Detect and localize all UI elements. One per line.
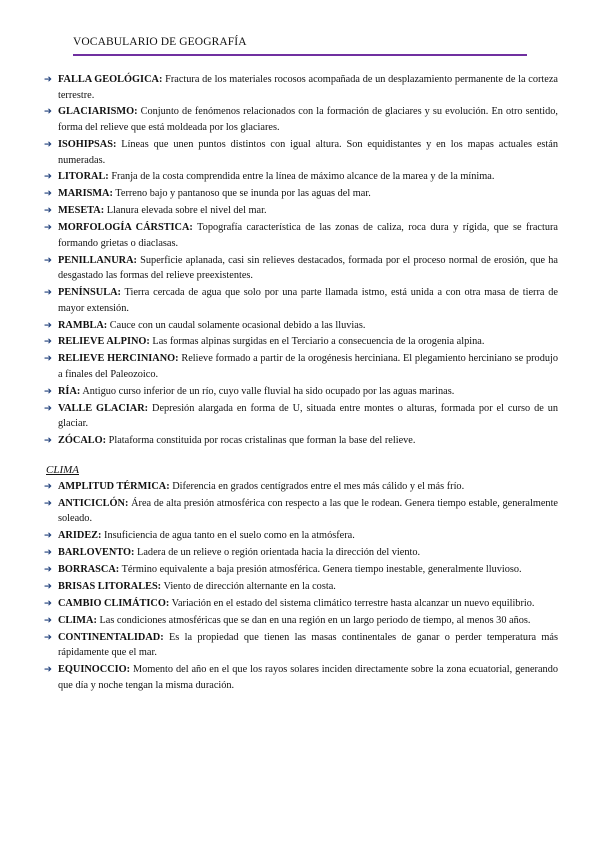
glossary-definition: Terreno bajo y pantanoso que se inunda por las aguas del mar. — [112, 188, 371, 200]
glossary-term: ANTICICLÓN: — [58, 497, 129, 509]
glossary-definition: Viento de dirección alternante en la costa. — [161, 580, 336, 592]
glossary-entry — [44, 630, 558, 661]
glossary-term: BRISAS LITORALES: — [58, 580, 162, 592]
glossary-term: ZÓCALO: — [58, 435, 107, 447]
glossary-term: LITORAL: — [58, 171, 109, 183]
glossary-term: ARIDEZ: — [58, 530, 102, 542]
arrow-right-icon: ➔ — [44, 631, 52, 643]
glossary-entry — [44, 186, 558, 202]
arrow-right-icon: ➔ — [44, 353, 52, 365]
glossary-entry — [44, 496, 558, 527]
glossary-entry — [44, 528, 558, 544]
arrow-right-icon: ➔ — [44, 563, 52, 575]
glossary-definition: Relieve formado a partir de la orogénesis herciniana. El plegamiento herciniano se produjo a finales del Paleozoico. — [58, 353, 558, 380]
glossary-definition: Topografía característica de las zonas de caliza, roca dura y rígida, que se fractura formando grietas o diaclasas. — [58, 222, 558, 249]
arrow-right-icon: ➔ — [44, 480, 52, 492]
glossary-definition: Conjunto de fenómenos relacionados con la formación de glaciares y su evolución. En otro sentido, forma del relieve que está moldeada por los glaciares. — [58, 106, 558, 134]
glossary-entry — [44, 613, 558, 629]
glossary-term: RELIEVE ALPINO: — [58, 336, 150, 348]
glossary-definition: Superficie aplanada, casi sin relieves destacados, formada por el proceso normal de erosión, que ha desgastado las formas del relieve preexistentes. — [58, 254, 558, 282]
glossary-definition: Término equivalente a baja presión atmosférica. Genera tiempo inestable, generalmente lluvioso. — [119, 563, 522, 575]
glossary-definition: Líneas que unen puntos distintos con igual altura. Son equidistantes y en los mapas actuales están numeradas. — [58, 138, 558, 166]
glossary-definition: Las formas alpinas surgidas en el Terciario a consecuencia de la orogenia alpina. — [149, 336, 485, 348]
glossary-definition: Área de alta presión atmosférica con respecto a las que le rodean. Genera tiempo estable, generalmente soleado. — [58, 497, 558, 525]
arrow-right-icon: ➔ — [44, 547, 52, 559]
glossary-term: CAMBIO CLIMÁTICO: — [58, 597, 170, 609]
glossary-definition: Las condiciones atmosféricas que se dan en una región en un largo periodo de tiempo, al menos 30 años. — [96, 614, 531, 626]
arrow-right-icon: ➔ — [44, 402, 52, 414]
page-header — [73, 36, 527, 56]
glossary-definition: Plataforma constituida por rocas cristalinas que forman la base del relieve. — [106, 435, 416, 447]
arrow-right-icon: ➔ — [44, 435, 52, 447]
glossary-term: RAMBLA: — [58, 319, 108, 331]
glossary-definition: Momento del año en el que los rayos solares inciden directamente sobre la zona ecuatorial, generando que día y noche tengan la misma duración. — [58, 664, 558, 691]
glossary-term: VALLE GLACIAR: — [58, 402, 149, 414]
glossary-entry — [44, 545, 558, 561]
glossary-definition: Es la propiedad que tienen las masas continentales de ganar o perder temperatura más rápidamente que el mar. — [58, 631, 558, 659]
arrow-right-icon: ➔ — [44, 106, 52, 118]
glossary-entry — [44, 662, 558, 693]
glossary-entry — [44, 562, 558, 578]
glossary-definition: Llanura elevada sobre el nivel del mar. — [104, 205, 267, 217]
glossary-term: RELIEVE HERCINIANO: — [58, 353, 179, 365]
glossary-entry — [44, 169, 558, 185]
glossary-definition: Variación en el estado del sistema climático terrestre hasta alcanzar un nuevo equilibrio. — [169, 597, 535, 609]
arrow-right-icon: ➔ — [44, 287, 52, 299]
glossary-definition: Antiguo curso inferior de un río, cuyo valle fluvial ha sido ocupado por las aguas marinas. — [80, 385, 455, 397]
arrow-right-icon: ➔ — [44, 664, 52, 676]
arrow-right-icon: ➔ — [44, 497, 52, 509]
glossary-term: MORFOLOGÍA CÁRSTICA: — [58, 222, 193, 234]
glossary-term: MARISMA: — [58, 188, 113, 200]
glossary-term: GLACIARISMO: — [58, 106, 138, 118]
glossary-definition: Depresión alargada en forma de U, situada entre montes o alturas, formada por el curso de un glaciar. — [58, 402, 559, 430]
glossary-entry — [44, 401, 558, 432]
arrow-right-icon: ➔ — [44, 254, 52, 266]
arrow-right-icon: ➔ — [44, 597, 52, 609]
glossary-definition: Tierra cercada de agua que solo por una parte llamada istmo, está unida a con otra masa de tierra de mayor extensión. — [58, 287, 558, 314]
glossary-term: CLIMA: — [58, 614, 97, 626]
header-rule — [73, 54, 527, 56]
arrow-right-icon: ➔ — [44, 222, 52, 234]
glossary-entry — [44, 104, 558, 135]
arrow-right-icon: ➔ — [44, 614, 52, 626]
arrow-right-icon: ➔ — [44, 385, 52, 397]
glossary-entry — [44, 384, 558, 400]
glossary-definition: Ladera de un relieve o región orientada hacia la dirección del viento. — [134, 547, 421, 559]
section-heading: CLIMA — [46, 463, 79, 476]
glossary-definition: Franja de la costa comprendida entre la línea de máximo alcance de la marea y de la mínima. — [108, 171, 495, 183]
glossary-entry — [44, 72, 558, 103]
glossary-entry — [44, 596, 558, 612]
glossary-term: RÍA: — [58, 385, 81, 397]
glossary-entry — [44, 203, 558, 219]
glossary-term: AMPLITUD TÉRMICA: — [58, 480, 170, 492]
glossary-entry — [44, 334, 558, 350]
arrow-right-icon: ➔ — [44, 530, 52, 542]
glossary-entry — [44, 479, 558, 495]
glossary-entry — [44, 220, 558, 251]
arrow-right-icon: ➔ — [44, 171, 52, 183]
arrow-right-icon: ➔ — [44, 74, 52, 85]
glossary-term: BARLOVENTO: — [58, 547, 135, 559]
glossary-term: BORRASCA: — [58, 563, 120, 575]
glossary-entry — [44, 579, 558, 595]
glossary — [44, 72, 558, 695]
glossary-term: FALLA GEOLÓGICA: — [58, 74, 163, 85]
glossary-entry — [44, 433, 558, 449]
glossary-definition: Diferencia en grados centígrados entre el mes más cálido y el más frío. — [169, 480, 465, 492]
glossary-entry — [44, 137, 558, 168]
glossary-term: MESETA: — [58, 205, 105, 217]
glossary-entry — [44, 285, 558, 316]
arrow-right-icon: ➔ — [44, 188, 52, 200]
arrow-right-icon: ➔ — [44, 205, 52, 217]
page-title: VOCABULARIO DE GEOGRAFÍA — [73, 36, 247, 48]
glossary-definition: Insuficiencia de agua tanto en el suelo como en la atmósfera. — [101, 530, 355, 542]
arrow-right-icon: ➔ — [44, 319, 52, 331]
glossary-entry — [44, 351, 558, 382]
glossary-term: EQUINOCCIO: — [58, 664, 131, 676]
arrow-right-icon: ➔ — [44, 336, 52, 348]
glossary-definition: Fractura de los materiales rocosos acompañada de un desplazamiento permanente de la corteza terrestre. — [58, 74, 558, 101]
glossary-entry — [44, 318, 558, 334]
glossary-term: PENILLANURA: — [58, 254, 137, 266]
glossary-term: ISOHIPSAS: — [58, 138, 117, 150]
arrow-right-icon: ➔ — [44, 138, 52, 150]
arrow-right-icon: ➔ — [44, 580, 52, 592]
glossary-entry — [44, 253, 558, 284]
glossary-definition: Cauce con un caudal solamente ocasional debido a las lluvias. — [107, 319, 366, 331]
glossary-term: CONTINENTALIDAD: — [58, 631, 164, 643]
glossary-term: PENÍNSULA: — [58, 287, 121, 299]
